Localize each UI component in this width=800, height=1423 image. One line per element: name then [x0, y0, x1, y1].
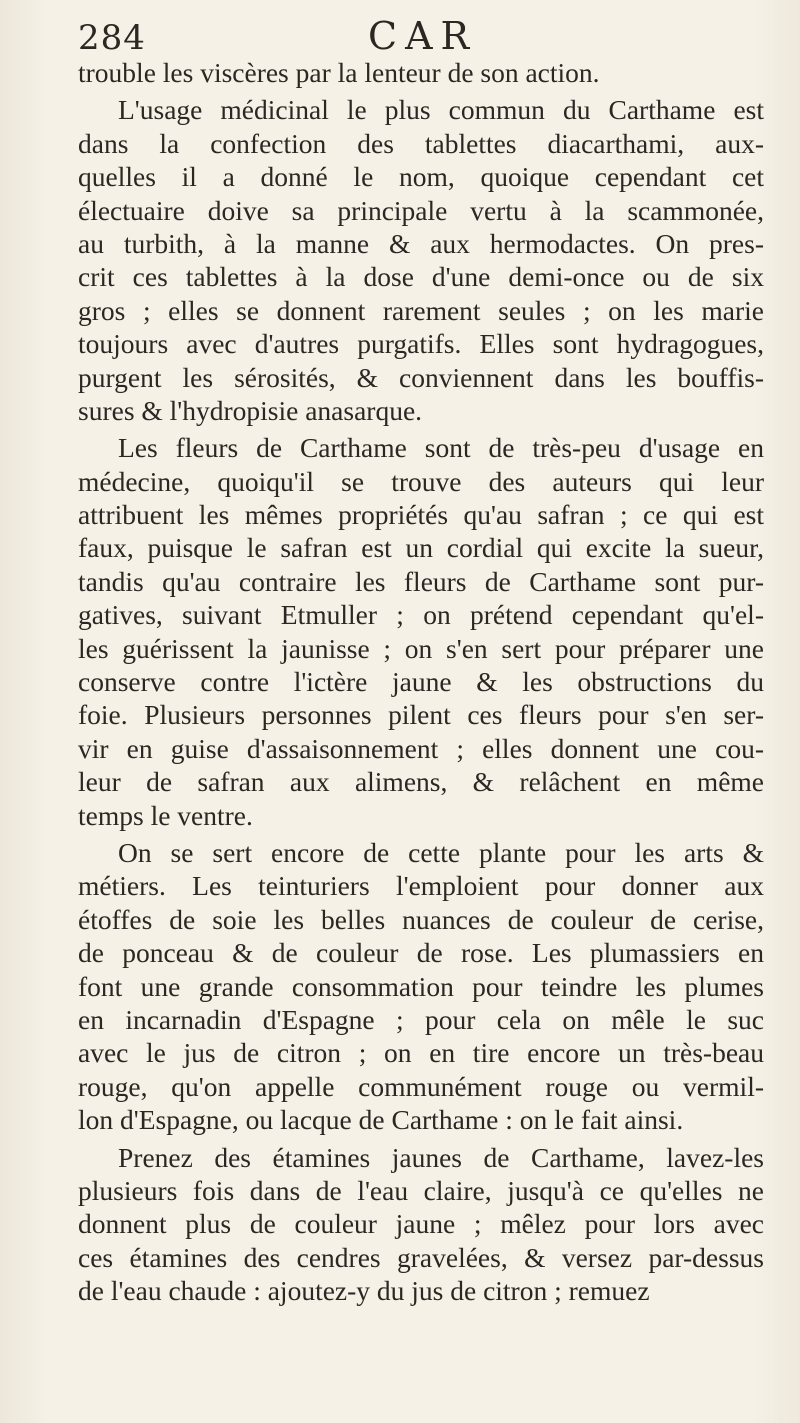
text-line: rouge, qu'on appelle communément rouge ou vermil-	[78, 1070, 764, 1102]
page-header	[78, 12, 764, 58]
text-line: étoffes de soie les belles nuances de couleur de cerise,	[78, 903, 764, 935]
text-line: crit ces tablettes à la dose d'une demi-once ou de six	[78, 261, 764, 293]
text-line: donnent plus de couleur jaune ; mêlez pour lors avec	[78, 1208, 764, 1240]
text-line: On se sert encore de cette plante pour les arts &	[118, 836, 764, 868]
text-line: lon d'Espagne, ou lacque de Carthame : on le fait ainsi.	[78, 1104, 684, 1136]
text-line: dans la confection des tablettes diacarthami, aux-	[78, 127, 764, 159]
paragraph	[78, 93, 764, 427]
text-line: ces étamines des cendres gravelées, & versez par-dessus	[78, 1241, 764, 1273]
text-line: les guérissent la jaunisse ; on s'en sert pour préparer une	[78, 632, 764, 664]
text-line: gros ; elles se donnent rarement seules ; on les marie	[78, 294, 764, 326]
text-line: temps le ventre.	[78, 799, 253, 831]
text-line: attribuent les mêmes propriétés qu'au safran ; ce qui est	[78, 499, 764, 531]
running-head: CAR	[368, 14, 478, 58]
text-line: conserve contre l'ictère jaune & les obstructions du	[78, 666, 764, 698]
body-text	[78, 56, 764, 1307]
text-line: vir en guise d'assaisonnement ; elles donnent une cou-	[78, 732, 764, 764]
text-line: leur de safran aux alimens, & relâchent en même	[78, 766, 764, 798]
paragraph	[78, 431, 764, 832]
text-line: toujours avec d'autres purgatifs. Elles sont hydragogues,	[78, 328, 764, 360]
text-line: L'usage médicinal le plus commun du Carthame est	[118, 94, 764, 126]
text-line: de l'eau chaude : ajoutez-y du jus de citron ; remuez	[78, 1275, 650, 1307]
text-line: métiers. Les teinturiers l'emploient pour donner aux	[78, 870, 764, 902]
text-line: Prenez des étamines jaunes de Carthame, lavez-les	[118, 1141, 764, 1173]
text-line: plusieurs fois dans de l'eau claire, jusqu'à ce qu'elles ne	[78, 1174, 764, 1206]
text-line: trouble les viscères par la lenteur de son action.	[78, 57, 600, 88]
text-line: Les fleurs de Carthame sont de très-peu d'usage en	[118, 432, 764, 464]
text-line: sures & l'hydropisie anasarque.	[78, 394, 423, 426]
text-line: médecine, quoiqu'il se trouve des auteurs qui leur	[78, 465, 764, 497]
page-number: 284	[78, 18, 146, 58]
text-line: foie. Plusieurs personnes pilent ces fleurs pour s'en ser-	[78, 699, 764, 731]
text-line: faux, puisque le safran est un cordial qui excite la sueur,	[78, 532, 764, 564]
text-line: en incarnadin d'Espagne ; pour cela on mêle le suc	[78, 1003, 764, 1035]
paragraph	[78, 56, 764, 89]
text-line: quelles il a donné le nom, quoique cependant cet	[78, 161, 764, 193]
paragraph	[78, 1141, 764, 1308]
text-line: de ponceau & de couleur de rose. Les plumassiers en	[78, 937, 764, 969]
text-line: purgent les sérosités, & conviennent dans les bouffis-	[78, 361, 764, 393]
text-line: au turbith, à la manne & aux hermodactes. On pres-	[78, 227, 764, 259]
text-line: font une grande consommation pour teindre les plumes	[78, 970, 764, 1002]
text-line: avec le jus de citron ; on en tire encore un très-beau	[78, 1037, 764, 1069]
text-line: gatives, suivant Etmuller ; on prétend cependant qu'el-	[78, 599, 764, 631]
text-line: tandis qu'au contraire les fleurs de Carthame sont pur-	[78, 565, 764, 597]
text-line: électuaire doive sa principale vertu à la scammonée,	[78, 194, 764, 226]
paragraph	[78, 836, 764, 1137]
